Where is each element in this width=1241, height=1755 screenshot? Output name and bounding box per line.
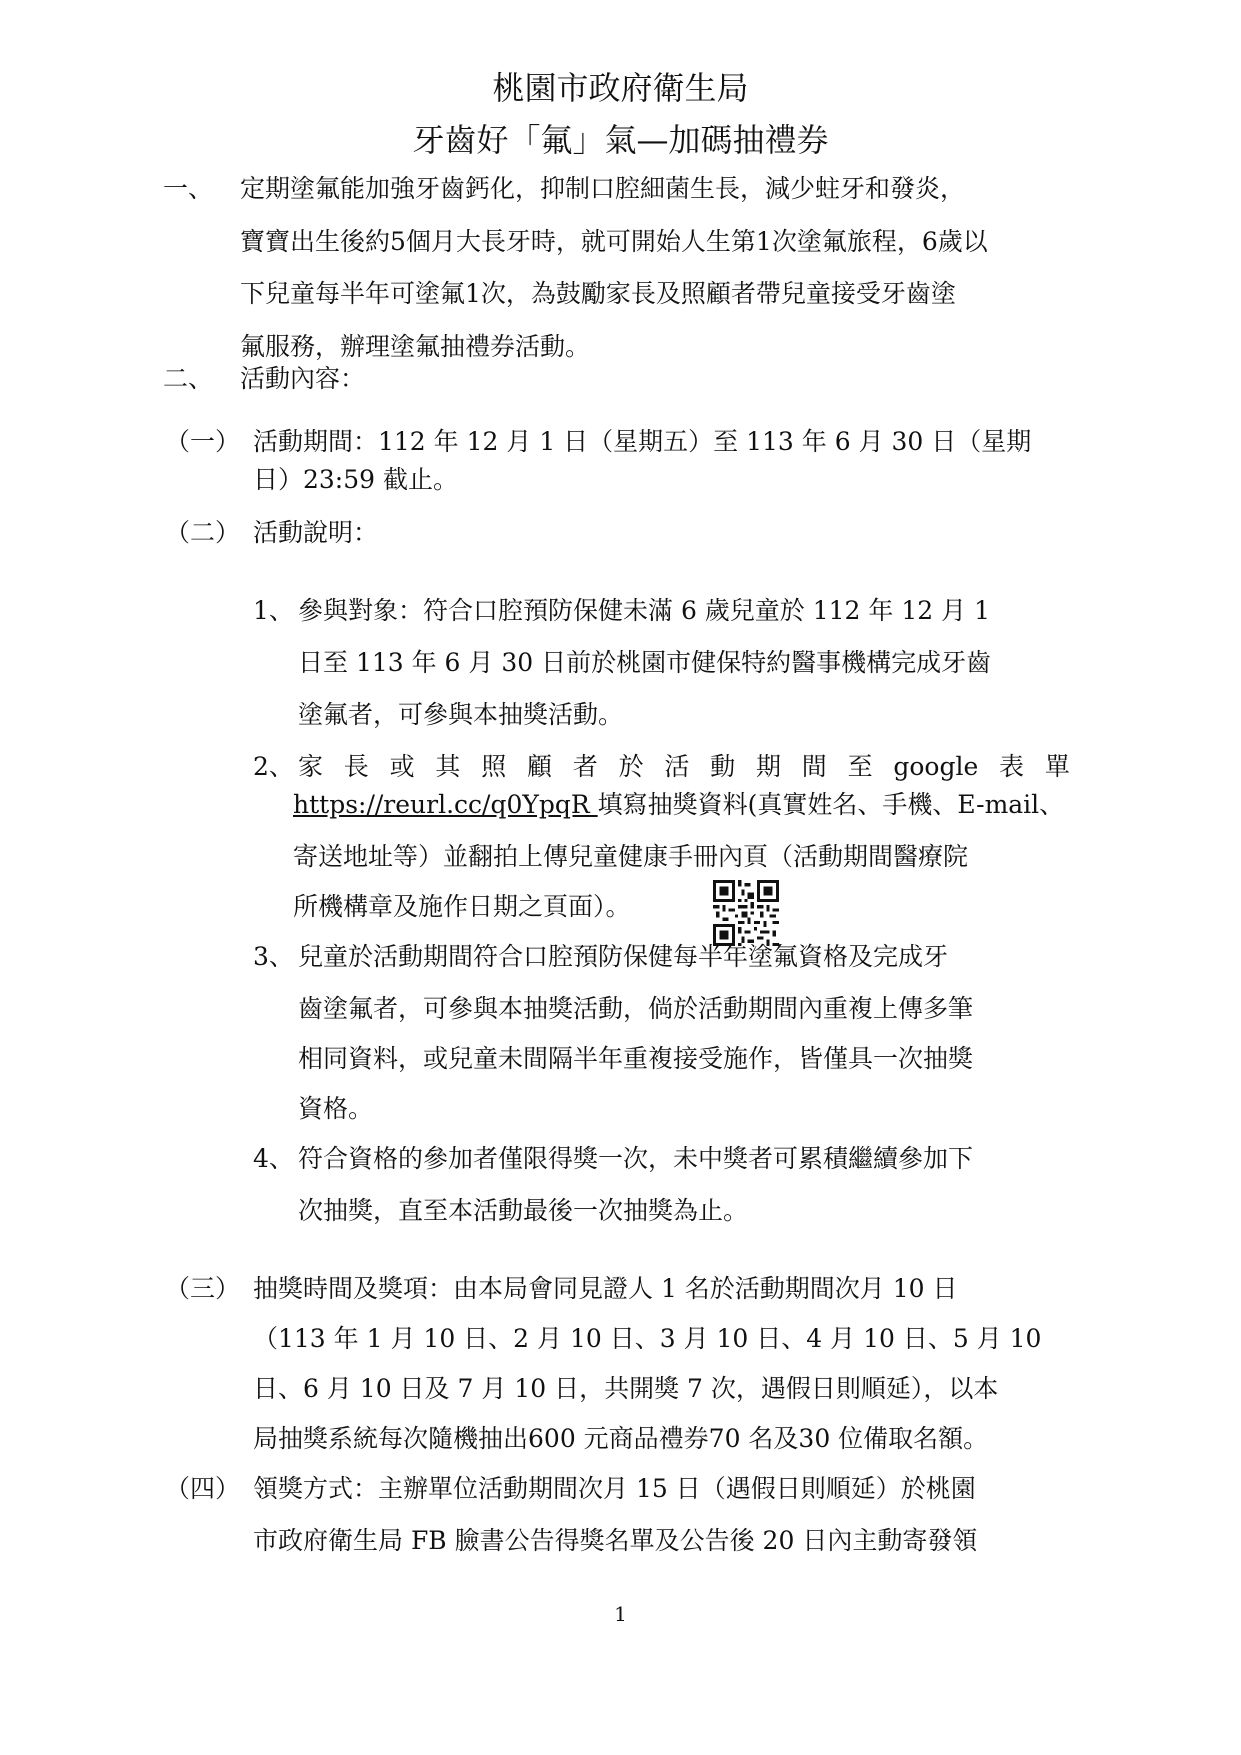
spaced-word: 其 (435, 752, 461, 781)
form-link[interactable]: https://reurl.cc/q0YpqR (293, 790, 598, 819)
sub-2-line-rest: 填寫抽獎資料(真實姓名、手機、E-mail、 (597, 790, 1065, 819)
sub-2-line: 所機構章及施作日期之頁面）。 (293, 892, 631, 921)
spaced-word: google (893, 752, 979, 781)
item-2-marker: （二） (165, 518, 241, 547)
page-number: 1 (614, 1602, 627, 1626)
sub-4-line: 次抽獎，直至本活動最後一次抽獎為止。 (298, 1196, 749, 1225)
item-2-heading: 活動說明： (253, 518, 379, 547)
spaced-word: 長 (343, 752, 369, 781)
item-1-marker: （一） (165, 427, 241, 456)
event-title: 牙齒好「氟」氣—加碼抽禮券 (412, 121, 829, 159)
item-3-line: 日、6 月 10 日及 7 月 10 日，共開獎 7 次，遇假日則順延），以本 (253, 1374, 999, 1403)
item-3-marker: （三） (165, 1274, 241, 1303)
sub-3-line: 兒童於活動期間符合口腔預防保健每半年塗氟資格及完成牙 (298, 942, 949, 971)
spaced-word: 者 (572, 752, 598, 781)
spaced-word: 家 (298, 752, 324, 781)
sub-3-line: 相同資料，或兒童未間隔半年重複接受施作，皆僅具一次抽獎 (298, 1044, 974, 1073)
spaced-word: 顧 (526, 752, 552, 781)
sub-1-line: 塗氟者，可參與本抽獎活動。 (298, 700, 624, 729)
sub-3-line: 齒塗氟者，可參與本抽獎活動，倘於活動期間內重複上傳多筆 (298, 994, 974, 1023)
spaced-word: 單 (1044, 752, 1070, 781)
sub-1-line: 參與對象：符合口腔預防保健未滿 6 歲兒童於 112 年 12 月 1 (298, 596, 990, 625)
sub-3-marker: 3、 (253, 942, 294, 971)
spaced-word: 至 (847, 752, 873, 781)
sub-2-line (298, 750, 1070, 784)
sub-4-marker: 4、 (253, 1144, 294, 1173)
item-3-line: 局抽獎系統每次隨機抽出600 元商品禮券70 名及30 位備取名額。 (253, 1424, 989, 1453)
spaced-word: 於 (618, 752, 644, 781)
spaced-word: 間 (801, 752, 827, 781)
spaced-word: 動 (710, 752, 736, 781)
sub-2-marker: 2、 (253, 752, 294, 781)
spaced-word: 活 (664, 752, 690, 781)
sub-3-line: 資格。 (298, 1094, 374, 1123)
spaced-word: 表 (999, 752, 1025, 781)
item-4-marker: （四） (165, 1474, 241, 1503)
sub-4-line: 符合資格的參加者僅限得獎一次，未中獎者可累積繼續參加下 (298, 1144, 974, 1173)
section-1-marker: 一、 (163, 174, 214, 203)
item-4-line: 市政府衛生局 FB 臉書公告得獎名單及公告後 20 日內主動寄發領 (253, 1526, 978, 1555)
section-1-line: 下兒童每半年可塗氟1次，為鼓勵家長及照顧者帶兒童接受牙齒塗 (240, 279, 956, 308)
spaced-word: 期 (755, 752, 781, 781)
org-title: 桃園市政府衛生局 (492, 69, 749, 107)
sub-1-marker: 1、 (253, 596, 294, 625)
section-1-line: 氟服務，辦理塗氟抽禮券活動。 (240, 332, 591, 361)
item-3-line: （113 年 1 月 10 日、2 月 10 日、3 月 10 日、4 月 10 日、5 月 10 (253, 1324, 1042, 1353)
sub-1-line: 日至 113 年 6 月 30 日前於桃園市健保特約醫事機構完成牙齒 (298, 648, 992, 677)
section-2-marker: 二、 (163, 364, 214, 393)
sub-2-line (293, 788, 1064, 822)
spaced-word: 照 (481, 752, 507, 781)
item-3-line: 抽獎時間及獎項：由本局會同見證人 1 名於活動期間次月 10 日 (253, 1274, 958, 1303)
section-1-line: 定期塗氟能加強牙齒鈣化，抑制口腔細菌生長，減少蛀牙和發炎， (240, 174, 966, 203)
sub-2-line: 寄送地址等）並翻拍上傳兒童健康手冊內頁（活動期間醫療院 (293, 842, 969, 871)
spaced-word: 或 (389, 752, 415, 781)
section-1-line: 寶寶出生後約5個月大長牙時，就可開始人生第1次塗氟旅程，6歲以 (240, 227, 988, 256)
section-2-heading: 活動內容： (240, 364, 366, 393)
item-4-line: 領獎方式：主辦單位活動期間次月 15 日（遇假日則順延）於桃園 (253, 1474, 976, 1503)
item-1-line: 日）23:59 截止。 (253, 465, 458, 494)
item-1-line: 活動期間：112 年 12 月 1 日（星期五）至 113 年 6 月 30 日（星期 (253, 427, 1032, 456)
qr-code-icon[interactable] (713, 880, 779, 946)
